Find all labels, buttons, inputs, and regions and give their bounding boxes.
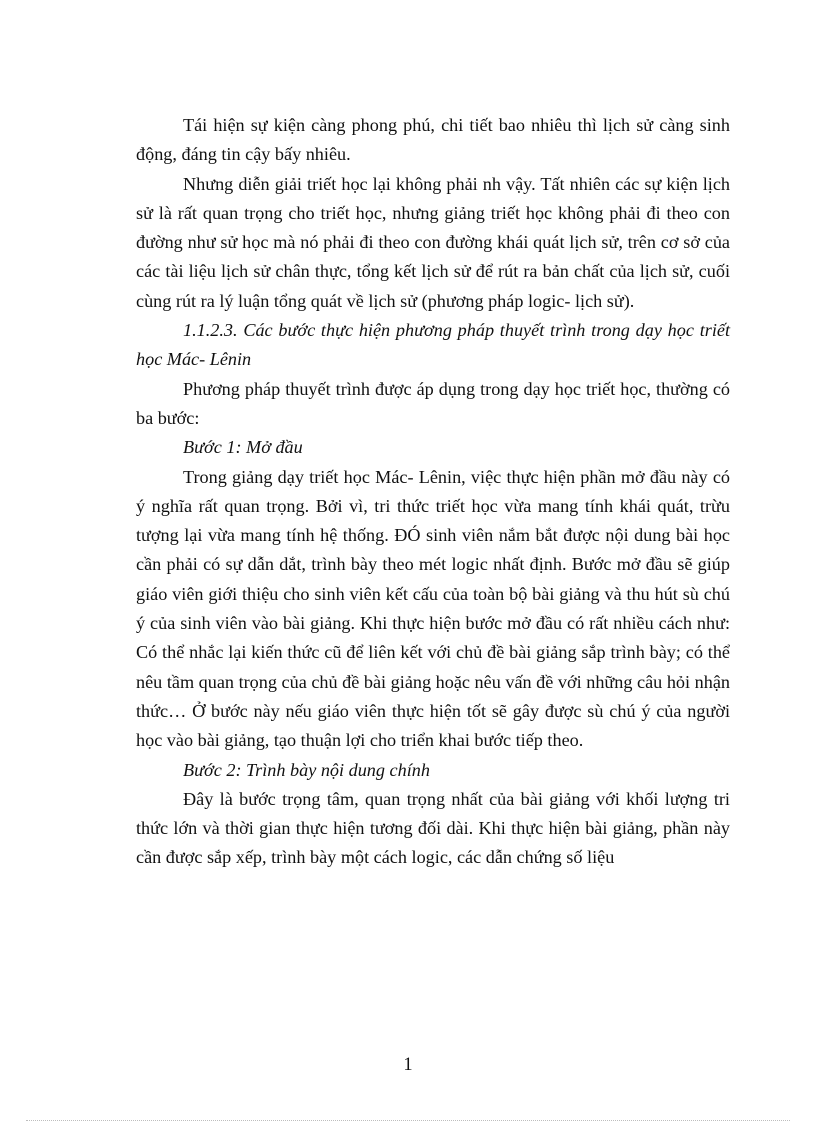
paragraph-5: Đây là bước trọng tâm, quan trọng nhất của bài giảng với khối lượng tri thức lớn và thời gian thực hiện tương đối dài. Khi thực hiện bài giảng, phần này cần được sắp xếp, trình bày một cách logic, các dẫn chứng số liệu — [136, 788, 730, 868]
paragraph-4: Trong giảng dạy triết học Mác- Lênin, việc thực hiện phần mở đầu này có ý nghĩa rất quan trọng. Bởi vì, tri thức triết học vừa mang tính khái quát, trừu tượng lại vừa mang tính hệ thống. ĐÓ sinh viên nắm bắt được nội dung bài học cần phải có sự dẫn dắt, trình bày theo mét logic nhất định. Bước mở đầu sẽ giúp giáo viên giới thiệu cho sinh viên kết cấu của toàn bộ bài giảng và thu hút sù chú ý của sinh viên vào bài giảng. Khi thực hiện bước mở đầu có rất nhiều cách như: Có thể nhắc lại kiến thức cũ để liên kết với chủ đề bài giảng sắp trình bày; có thể nêu tầm quan trọng của chủ đề bài giảng hoặc nêu vấn đề với những câu hỏi nhận thức… Ở bước này nếu giáo viên thực hiện tốt sẽ gây được sù chú ý của người học vào bài giảng, tạo thuận lợi cho triển khai bước tiếp theo. — [136, 466, 730, 751]
paragraph-2: Nhưng diễn giải triết học lại không phải nh vậy. Tất nhiên các sự kiện lịch sử là rất quan trọng cho triết học, nhưng giảng triết học không phải đi theo con đường như sử học mà nó phải đi theo con đường khái quát lịch sử, trên cơ sở của các tài liệu lịch sử chân thực, tổng kết lịch sử để rút ra bản chất của lịch sử, cuối cùng rút ra lý luận tổng quát về lịch sử (phương pháp logic- lịch sử). — [136, 173, 730, 311]
step-2-heading: Bước 2: Trình bày nội dung chính — [183, 759, 430, 780]
body-text — [136, 111, 730, 873]
page-number: 1 — [403, 1055, 413, 1075]
page-bottom-divider — [26, 1120, 790, 1121]
paragraph-3: Phương pháp thuyết trình được áp dụng trong dạy học triết học, thường có ba bước: — [136, 378, 730, 428]
paragraph-1: Tái hiện sự kiện càng phong phú, chi tiết bao nhiêu thì lịch sử càng sinh động, đáng tin cậy bấy nhiêu. — [136, 115, 730, 165]
section-heading-1-1-2-3: 1.1.2.3. Các bước thực hiện phương pháp thuyết trình trong dạy học triết học Mác- Lênin — [136, 320, 730, 370]
step-1-heading: Bước 1: Mở đầu — [183, 437, 303, 458]
